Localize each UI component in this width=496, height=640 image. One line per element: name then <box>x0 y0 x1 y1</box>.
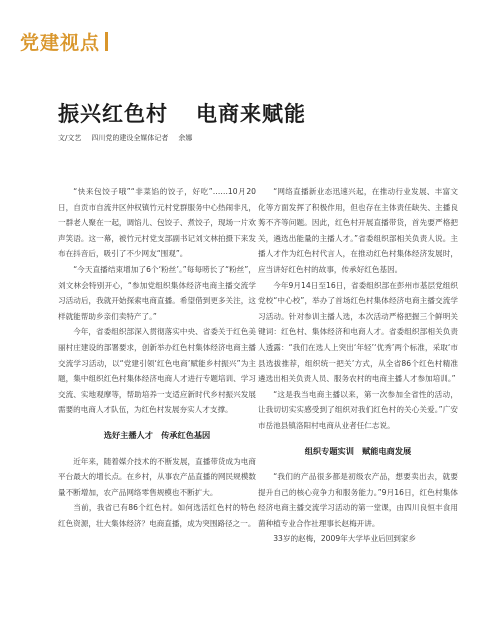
byline-author: 文/文艺 <box>58 134 82 142</box>
body-paragraph: 近年来，随着媒介技术的不断发展，直播带货成为电商平台最大的增长点。在乡村，从事农产品直播的网民规模数量不断增加，农产品网络零售规模也不断扩大。 <box>58 456 256 497</box>
body-paragraph: “这是我当电商主播以来，第一次参加全省性的活动，让我切切实实感受到了组织对我们红色村的关心关爱。”广安市岳池县镇洛阳村电商从业者任仁志说。 <box>258 389 458 430</box>
body-paragraph: 今年，省委组织部深入贯彻落实中央、省委关于红色美丽村庄建设的部署要求，创新举办红色村集体经济电商主播交流学习活动，以“党建引领‘红色电商’赋能乡村振兴”为主题，集中组织红色村集体经济电商人才进行专题培训、学习交流、实地观摩等，帮助培养一支适应新时代乡村振兴发展需要的电商人才队伍，为红色村发展夯实人才支撑。 <box>58 327 256 415</box>
body-paragraph: 33岁的赵梅，2009年大学毕业后回到家乡 <box>273 534 417 544</box>
subheading: 选好主播人才 传承红色基因 <box>103 429 211 440</box>
section-accent-bar <box>105 32 108 51</box>
body-paragraph: 当前，我省已有86个红色村。如何选活红色村的特色红色资源，壮大集体经济？电商直播，成为突围路径之一。 <box>58 503 256 528</box>
right-column <box>258 184 458 547</box>
byline <box>58 133 202 143</box>
byline-author2: 余娜 <box>178 134 193 142</box>
body-paragraph: “我们的产品很多都是初级农产品，想要卖出去，就要提升自己的核心竞争力和服务能力。”9月16日，红色村集体经济电商主播交流学习活动的第一堂课，由四川良恒丰食用菌种植专业合作社理事长赵梅开讲。 <box>258 472 458 528</box>
article-title <box>58 98 306 128</box>
subheading: 组织专题实训 赋能电商发展 <box>304 445 412 456</box>
body-paragraph: “今天直播结束增加了6个‘粉丝’。”每每唠长了“粉丝”，刘文林会特别开心，“参加党组织集体经济电商主播交流学习活动后，我就开始探索电商直播。希望借到更多关注，这样就能帮助乡亲们卖特产了。” <box>58 264 256 321</box>
body-paragraph: “快来包饺子哦”“非菜馅的饺子，好吃”……10月20日，自贡市自流井区仲权镇竹元村党群服务中心热闹非凡，一群老人聚在一起，调馅儿、包饺子、煮饺子，现场一片欢声笑语。这一幕，被竹元村党支部副书记刘文林拍摄下来发布在抖音后，吸引了不少网友“围观”。 <box>58 187 256 259</box>
section-label: 党建视点 <box>20 31 101 54</box>
byline-org: 四川党的建设全媒体记者 <box>91 134 169 142</box>
title-part-1: 振兴红色村 <box>58 101 168 126</box>
body-paragraph: 今年9月14日至16日，省委组织部在彭州市基层党组织党校“中心校”，举办了首场红色村集体经济电商主播交流学习活动。针对参训主播人选，本次活动严格把握三个鲜明关键词：红色村、集体经济和电商人才。省委组织部相关负责人透露：“我们在选人上突出‘年轻’‘优秀’两个标准，采取‘市县选拔推荐，组织统一把关’方式，从全省86个红色村精准遴选出相关负责人员、服务农村的电商主播人才参加培训。” <box>258 280 458 384</box>
section-header <box>20 30 108 52</box>
left-column <box>58 184 256 531</box>
title-part-2: 电商来赋能 <box>196 101 306 126</box>
body-paragraph: “网络直播新业态迅速兴起，在推动行业发展、丰富文化等方面发挥了积极作用，但也存在主体责任缺失、主播良莠不齐等问题。因此，红色村开展直播带货，首先要严格把关，遴选出能量的主播人才。”省委组织部相关负责人说。主播人才作为红色村代言人，在推动红色村集体经济发展时，应当讲好红色村的故事，传承好红色基因。 <box>258 187 458 274</box>
